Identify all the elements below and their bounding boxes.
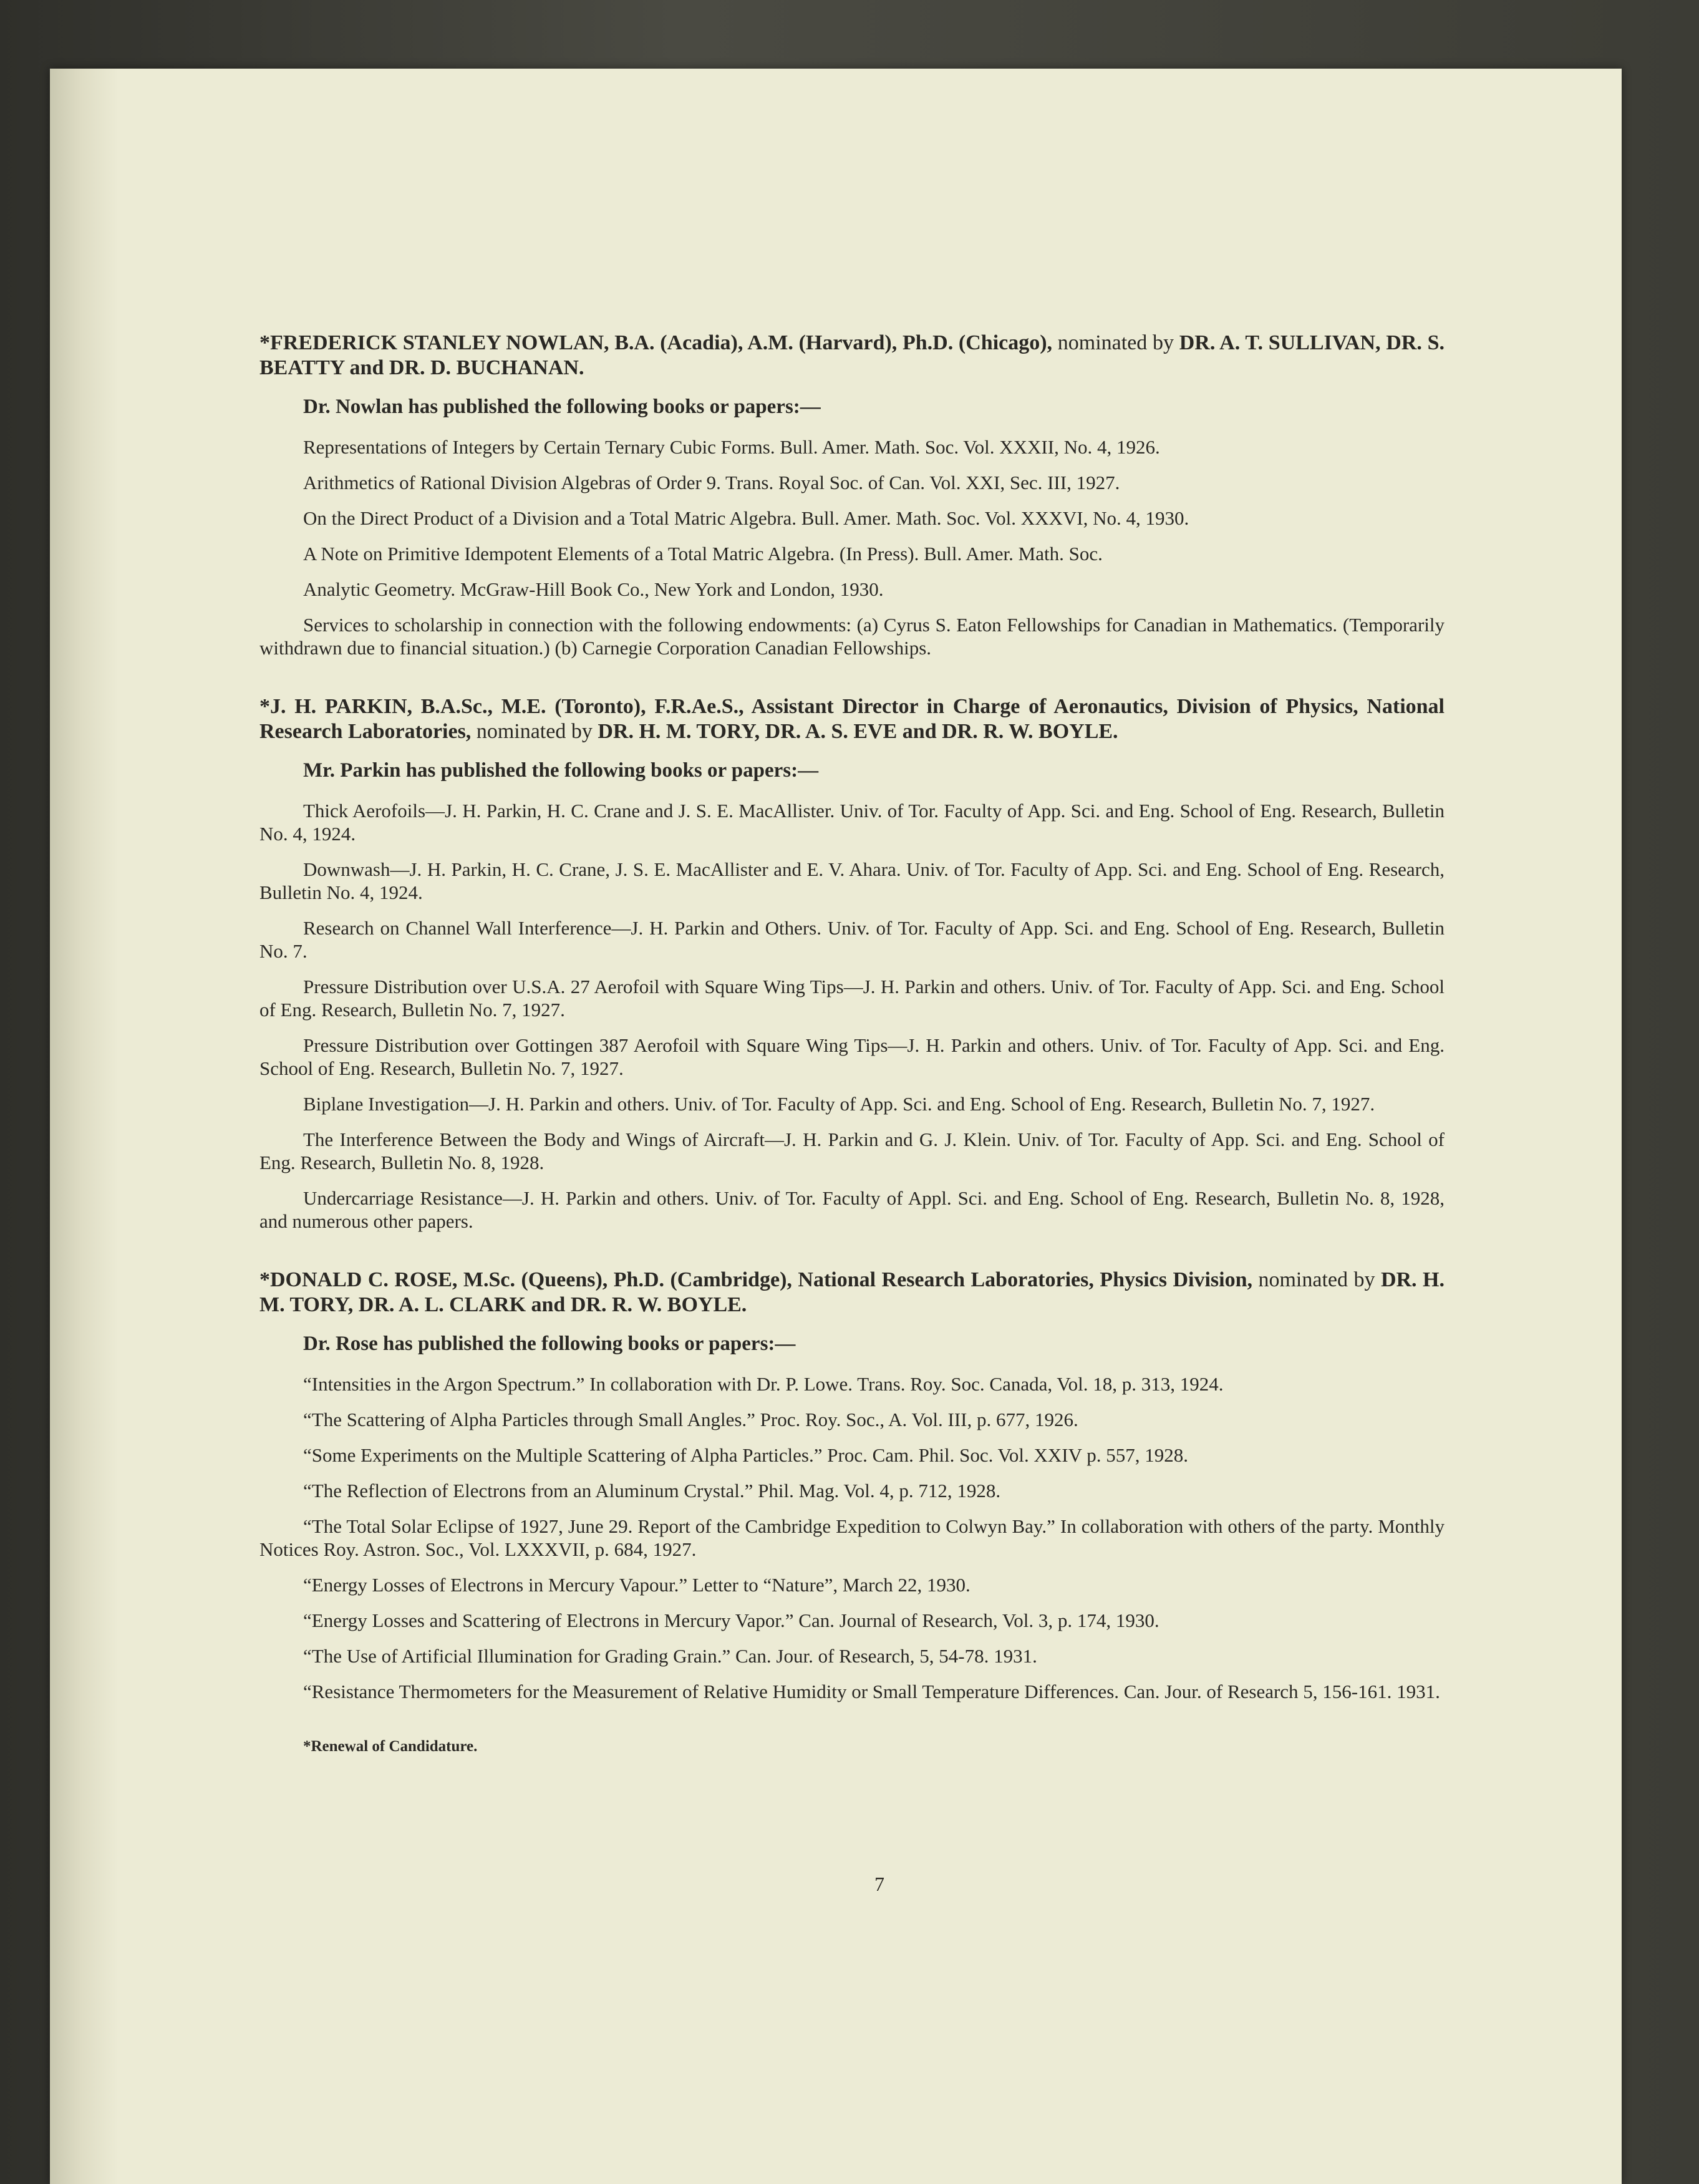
page-number: 7 [874, 1873, 884, 1895]
publications-heading: Dr. Rose has published the following books or papers:— [303, 1332, 796, 1355]
nominee-name: *J. H. PARKIN, B.A.Sc., M.E. (Toronto), F.R.Ae.S., Assistant Director in Charge of Aeronautics, Division of Physics, National Research Laboratories, [259, 695, 1445, 743]
publication-entry: Thick Aerofoils—J. H. Parkin, H. C. Crane and J. S. E. MacAllister. Univ. of Tor. Faculty of App. Sci. and Eng. School of Eng. Research, Bulletin No. 4, 1924. [259, 800, 1445, 845]
publication-entry: Services to scholarship in connection with the following endowments: (a) Cyrus S. Eaton Fellowships for Canadian in Mathematics. (Temporarily withdrawn due to financial situation.) (b) Carnegie Corporation Canadian Fellowships. [259, 614, 1445, 659]
nominee-name: *DONALD C. ROSE, M.Sc. (Queens), Ph.D. (Cambridge), National Research Laboratories, Physics Division, [259, 1268, 1252, 1291]
publications-heading: Dr. Nowlan has published the following books or papers:— [303, 396, 821, 418]
publication-entry: Analytic Geometry. McGraw-Hill Book Co., New York and London, 1930. [303, 578, 884, 600]
publication-entry: “The Total Solar Eclipse of 1927, June 29. Report of the Cambridge Expedition to Colwyn Bay.” In collaboration with others of the party. Monthly Notices Roy. Astron. Soc., Vol. LXXXVII, p. 684, 1927. [259, 1515, 1445, 1560]
nominators: DR. H. M. TORY, DR. A. S. EVE and DR. R. W. BOYLE. [598, 720, 1118, 743]
nominee-section-nowlan [259, 331, 1445, 659]
footnote: *Renewal of Candidature. [303, 1738, 478, 1755]
nominee-header [259, 331, 1445, 381]
publication-entry: “The Scattering of Alpha Particles through Small Angles.” Proc. Roy. Soc., A. Vol. III, p. 677, 1926. [303, 1409, 1078, 1430]
publication-entry: “Some Experiments on the Multiple Scattering of Alpha Particles.” Proc. Cam. Phil. Soc. Vol. XXIV p. 557, 1928. [303, 1444, 1188, 1466]
publication-entry: Downwash—J. H. Parkin, H. C. Crane, J. S. E. MacAllister and E. V. Ahara. Univ. of Tor. Faculty of App. Sci. and Eng. School of Eng. Research, Bulletin No. 4, 1924. [259, 858, 1445, 903]
publication-entry: Biplane Investigation—J. H. Parkin and others. Univ. of Tor. Faculty of App. Sci. and Eng. School of Eng. Research, Bulletin No. 7, 1927. [303, 1093, 1375, 1115]
publication-entry: Research on Channel Wall Interference—J. H. Parkin and Others. Univ. of Tor. Faculty of App. Sci. and Eng. School of Eng. Research, Bulletin No. 7. [259, 917, 1445, 962]
publication-entry: “Energy Losses of Electrons in Mercury Vapour.” Letter to “Nature”, March 22, 1930. [303, 1574, 971, 1596]
publication-entry: “The Use of Artificial Illumination for Grading Grain.” Can. Jour. of Research, 5, 54-78. 1931. [303, 1645, 1037, 1667]
publication-entry: “Energy Losses and Scattering of Electrons in Mercury Vapor.” Can. Journal of Research, Vol. 3, p. 174, 1930. [303, 1609, 1159, 1631]
publication-entry: “Intensities in the Argon Spectrum.” In collaboration with Dr. P. Lowe. Trans. Roy. Soc. Canada, Vol. 18, p. 313, 1924. [303, 1373, 1224, 1395]
nominators: DR. H. M. TORY, DR. A. L. CLARK and DR. R. W. BOYLE. [259, 1268, 1445, 1316]
publication-entry: Arithmetics of Rational Division Algebras of Order 9. Trans. Royal Soc. of Can. Vol. XXI, Sec. III, 1927. [303, 472, 1120, 493]
publication-entry: A Note on Primitive Idempotent Elements of a Total Matric Algebra. (In Press). Bull. Amer. Math. Soc. [303, 543, 1103, 565]
publication-entry: Pressure Distribution over U.S.A. 27 Aerofoil with Square Wing Tips—J. H. Parkin and others. Univ. of Tor. Faculty of App. Sci. and Eng. School of Eng. Research, Bulletin No. 7, 1927. [259, 976, 1445, 1021]
publications-heading: Mr. Parkin has published the following books or papers:— [303, 759, 819, 782]
document-page [50, 69, 1622, 2184]
page-content [259, 331, 1445, 1755]
publication-entry: “The Reflection of Electrons from an Aluminum Crystal.” Phil. Mag. Vol. 4, p. 712, 1928. [303, 1480, 1001, 1502]
nominators: DR. A. T. SULLIVAN, DR. S. BEATTY and DR. D. BUCHANAN. [259, 331, 1445, 379]
nominated-by-text: nominated by [1052, 331, 1179, 354]
nominated-by-text: nominated by [471, 720, 598, 743]
publication-entry: The Interference Between the Body and Wings of Aircraft—J. H. Parkin and G. J. Klein. Univ. of Tor. Faculty of App. Sci. and Eng. School of Eng. Research, Bulletin No. 8, 1928. [259, 1128, 1445, 1173]
nominee-header [259, 694, 1445, 744]
nominated-by-text: nominated by [1252, 1268, 1381, 1291]
nominee-name: *FREDERICK STANLEY NOWLAN, B.A. (Acadia), A.M. (Harvard), Ph.D. (Chicago), [259, 331, 1053, 354]
publication-entry: “Resistance Thermometers for the Measurement of Relative Humidity or Small Temperature Differences. Can. Jour. of Research 5, 156-161. 1931. [303, 1681, 1440, 1702]
nominee-section-rose [259, 1268, 1445, 1703]
nominee-header [259, 1268, 1445, 1318]
publication-entry: On the Direct Product of a Division and a Total Matric Algebra. Bull. Amer. Math. Soc. Vol. XXXVI, No. 4, 1930. [303, 507, 1189, 529]
publication-entry: Undercarriage Resistance—J. H. Parkin and others. Univ. of Tor. Faculty of Appl. Sci. and Eng. School of Eng. Research, Bulletin No. 8, 1928, and numerous other papers. [259, 1187, 1445, 1232]
nominee-section-parkin [259, 694, 1445, 1233]
page-gutter-shadow [50, 69, 119, 2184]
publication-entry: Representations of Integers by Certain Ternary Cubic Forms. Bull. Amer. Math. Soc. Vol. XXXII, No. 4, 1926. [303, 436, 1160, 458]
publication-entry: Pressure Distribution over Gottingen 387 Aerofoil with Square Wing Tips—J. H. Parkin and others. Univ. of Tor. Faculty of App. Sci. and Eng. School of Eng. Research, Bulletin No. 7, 1927. [259, 1034, 1445, 1079]
